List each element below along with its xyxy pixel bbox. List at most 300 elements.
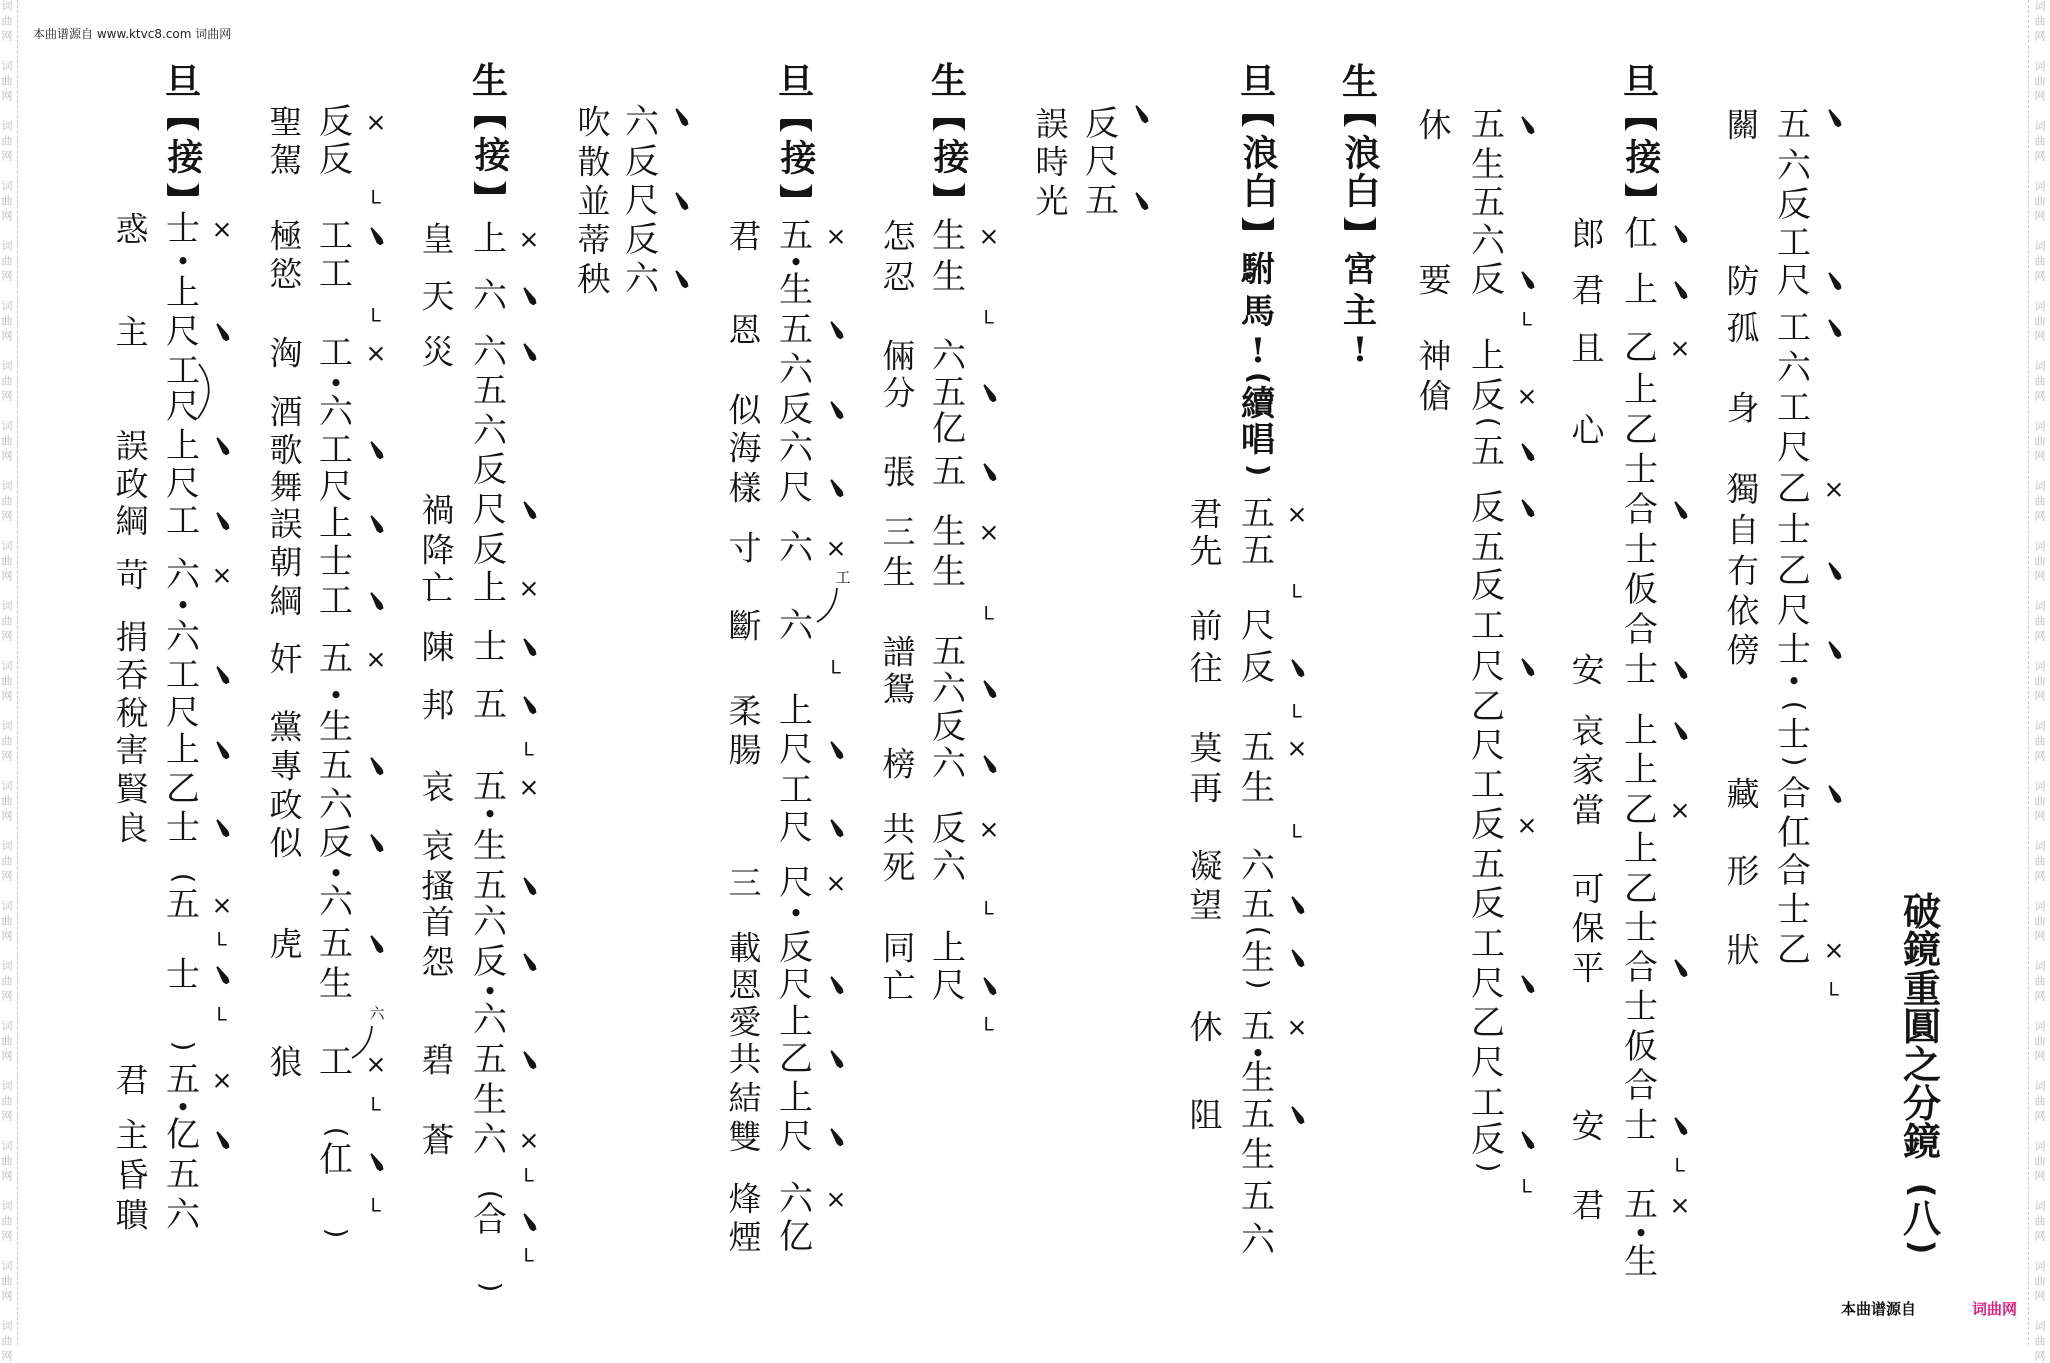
note-glyph: 六: [1241, 1220, 1275, 1260]
lyric-char: 昏: [115, 1155, 149, 1195]
note-glyph: 士: [319, 542, 353, 582]
note-glyph: 尺: [1471, 647, 1505, 687]
watermark-char: 词: [1, 119, 13, 133]
watermark-char: 曲: [1, 494, 13, 508]
note-glyph: 六: [473, 1000, 507, 1040]
watermark-char: 曲: [2034, 494, 2046, 508]
note-glyph: 五: [1624, 1185, 1658, 1225]
watermark-char: 词: [1, 1259, 13, 1273]
note-glyph: 六: [473, 902, 507, 942]
watermark-char: 网: [1, 1109, 13, 1123]
watermark-char: 网: [1, 29, 13, 43]
note-glyph: 尺: [625, 181, 659, 221]
lyric-char: 綱: [115, 501, 149, 541]
beat-mark-cross: ×: [365, 1049, 387, 1079]
spoken-text-char: 主: [1343, 291, 1377, 331]
lyric-char: 歌: [269, 430, 303, 470]
lyric-char: 當: [1571, 790, 1605, 830]
note-glyph: 尺: [779, 468, 813, 508]
watermark-char: 曲: [1, 374, 13, 388]
lyric-char: 安: [1571, 650, 1605, 690]
note-glyph: 上: [1624, 829, 1658, 869]
watermark-char: 词: [1, 1139, 13, 1153]
lyric-char: 誤: [269, 504, 303, 544]
watermark-char: 词: [1, 179, 13, 193]
beat-mark-cross: ×: [978, 517, 1000, 547]
lyric-char: 駕: [269, 140, 303, 180]
lyric-char: 鴛: [882, 669, 916, 709]
lyric-char: 洶: [269, 333, 303, 373]
note-glyph: 生: [932, 552, 966, 592]
note-glyph: 工: [166, 655, 200, 695]
watermark-char: 网: [1, 209, 13, 223]
note-glyph: 乙: [1624, 790, 1658, 830]
lyric-char: 往: [1189, 648, 1223, 688]
lyric-char: 恩: [728, 965, 762, 1005]
note-glyph: 上: [1624, 270, 1658, 310]
watermark-char: 词: [1, 239, 13, 253]
lyric-char: 陳: [421, 627, 455, 667]
beat-mark-cross: ×: [211, 890, 233, 920]
watermark-char: 曲: [1, 614, 13, 628]
watermark-char: 词: [1, 719, 13, 733]
watermark-char: 曲: [1, 914, 13, 928]
note-glyph: 工: [319, 216, 353, 256]
watermark-char: 网: [1, 389, 13, 403]
note-glyph: 上: [779, 1078, 813, 1118]
note-glyph: 六: [779, 528, 813, 568]
watermark-char: 曲: [1, 854, 13, 868]
watermark-char: 网: [2034, 929, 2046, 943]
title-char: 破: [1902, 889, 1942, 934]
watermark-char: 词: [1, 479, 13, 493]
note-glyph: 五: [1471, 183, 1505, 223]
note-glyph: 上: [319, 504, 353, 544]
beat-mark-cross: ×: [518, 573, 540, 603]
watermark-char: 网: [2034, 749, 2046, 763]
beat-mark-cross: ×: [825, 1184, 847, 1214]
watermark-char: 词: [1, 899, 13, 913]
beat-mark-cross: ×: [1516, 810, 1538, 840]
watermark-char: 词: [2034, 1259, 2046, 1273]
beat-mark-cross: ×: [1823, 474, 1845, 504]
spoken-text-char: !: [1250, 331, 1266, 371]
note-glyph: 尺: [779, 730, 813, 770]
beat-mark-l: L: [216, 1004, 228, 1026]
watermark-char: 曲: [1, 674, 13, 688]
watermark-char: 网: [2034, 1289, 2046, 1303]
lyric-char: 黨: [269, 707, 303, 747]
watermark-char: 网: [1, 329, 13, 343]
note-glyph: 工: [319, 430, 353, 470]
dot-mark: •: [789, 901, 803, 925]
lyric-char: 柔: [728, 691, 762, 731]
watermark-char: 曲: [2034, 1214, 2046, 1228]
watermark-char: 网: [2034, 1229, 2046, 1243]
lyric-char: 苛: [115, 555, 149, 595]
watermark-char: 曲: [1, 1274, 13, 1288]
note-glyph: 反: [473, 530, 507, 570]
note-glyph: 士: [166, 955, 200, 995]
watermark-char: 词: [2034, 179, 2046, 193]
watermark-char: 词: [2034, 959, 2046, 973]
beat-mark-cross: ×: [1669, 1190, 1691, 1220]
watermark-char: 词: [2034, 359, 2046, 373]
note-glyph: 尺: [1471, 964, 1505, 1004]
lyric-char: 張: [882, 452, 916, 492]
lyric-char: 且: [1571, 328, 1605, 368]
lyric-char: 碧: [421, 1040, 455, 1080]
spoken-paren: ): [1242, 463, 1274, 477]
lyric-char: 身: [1726, 388, 1760, 428]
note-glyph: 上: [779, 1002, 813, 1042]
note-glyph: 生: [319, 707, 353, 747]
note-glyph: 六: [1777, 146, 1811, 186]
lyric-char: 稅: [115, 693, 149, 733]
lyric-char: 政: [269, 785, 303, 825]
watermark-char: 词: [2034, 59, 2046, 73]
lyric-char: 綱: [269, 581, 303, 621]
note-glyph: 工: [319, 333, 353, 373]
lyric-char: 腸: [728, 730, 762, 770]
note-glyph: 尺: [1085, 142, 1119, 182]
note-glyph: 反: [319, 140, 353, 180]
note-glyph: 工: [779, 770, 813, 810]
watermark-char: 曲: [2034, 14, 2046, 28]
watermark-char: 词: [2034, 299, 2046, 313]
note-glyph: 合: [1624, 610, 1658, 650]
note-glyph: 反: [1471, 376, 1505, 416]
note-glyph: 六: [473, 332, 507, 372]
note-glyph: 六: [166, 555, 200, 595]
watermark-char: 曲: [2034, 434, 2046, 448]
watermark-char: 曲: [2034, 734, 2046, 748]
watermark-char: 词: [1, 959, 13, 973]
footer-source-label: 本曲谱源自: [1841, 1300, 1917, 1318]
lyric-char: 奸: [269, 639, 303, 679]
note-glyph: 工: [166, 351, 200, 391]
paren-open: (: [320, 1126, 352, 1138]
footer-site-link[interactable]: 词曲网: [1972, 1300, 2018, 1318]
note-glyph: 六: [932, 669, 966, 709]
lyric-char: 藏: [1726, 774, 1760, 814]
dot-mark: •: [483, 802, 497, 826]
note-glyph: 六: [932, 336, 966, 376]
note-glyph: 尺: [1777, 261, 1811, 301]
paren-close: ): [167, 1040, 199, 1052]
watermark-char: 曲: [1, 254, 13, 268]
note-glyph: 五: [1085, 181, 1119, 221]
watermark-char: 网: [1, 1229, 13, 1243]
lyric-char: 冇: [1726, 551, 1760, 591]
watermark-char: 网: [1, 1049, 13, 1063]
watermark-char: 曲: [1, 1214, 13, 1228]
note-glyph: 生: [473, 1080, 507, 1120]
beat-mark-cross: ×: [1823, 935, 1845, 965]
note-glyph: 上: [932, 928, 966, 968]
note-glyph: 亿: [166, 1115, 200, 1155]
spoken-text-char: 馬: [1241, 292, 1275, 332]
note-glyph: 尺: [473, 490, 507, 530]
note-glyph: 士: [166, 209, 200, 249]
note-glyph: 上: [779, 691, 813, 731]
note-glyph: 合: [1624, 490, 1658, 530]
lyric-char: 莫: [1189, 728, 1223, 768]
note-glyph: 乙: [1624, 410, 1658, 450]
watermark-char: 网: [2034, 809, 2046, 823]
watermark-char: 网: [2034, 869, 2046, 883]
watermark-char: 曲: [2034, 794, 2046, 808]
beat-mark-l: L: [1521, 309, 1533, 331]
lyric-char: 前: [1189, 606, 1223, 646]
title-char: 重: [1902, 966, 1942, 1011]
lyric-char: 郎: [1571, 214, 1605, 254]
lyric-char: 煙: [728, 1217, 762, 1257]
note-glyph: 五: [932, 632, 966, 672]
note-glyph: 合: [1777, 774, 1811, 814]
dot-mark: •: [176, 249, 190, 273]
note-glyph: 反: [473, 942, 507, 982]
beat-mark-cross: ×: [978, 814, 1000, 844]
note-glyph: 上: [166, 273, 200, 313]
watermark-char: 网: [1, 629, 13, 643]
note-glyph: 五: [473, 685, 507, 725]
lyric-char: 君: [1571, 1185, 1605, 1225]
note-glyph: 六: [473, 276, 507, 316]
lyric-char: 皇: [421, 219, 455, 259]
lyric-char: 安: [1571, 1106, 1605, 1146]
dot-mark: •: [1787, 669, 1801, 693]
lyric-char: 樣: [728, 468, 762, 508]
lyric-char: 怨: [421, 942, 455, 982]
note-glyph: 反: [1471, 884, 1505, 924]
title-char: 圓: [1902, 1004, 1942, 1049]
note-glyph: 仜: [319, 1140, 353, 1180]
note-glyph: 五: [473, 371, 507, 411]
lyric-char: 誤: [115, 426, 149, 466]
lyric-char: 吹: [577, 102, 611, 142]
lyric-char: 榜: [882, 744, 916, 784]
watermark-char: 网: [2034, 329, 2046, 343]
watermark-char: 网: [1, 809, 13, 823]
lyric-char: 天: [421, 276, 455, 316]
lyric-char: 哀: [421, 826, 455, 866]
note-glyph: 六: [473, 1120, 507, 1160]
note-glyph: 六: [166, 1195, 200, 1235]
lyric-char: 散: [577, 142, 611, 182]
watermark-char: 曲: [2034, 974, 2046, 988]
beat-mark-cross: ×: [211, 214, 233, 244]
watermark-char: 网: [2034, 509, 2046, 523]
watermark-char: 曲: [1, 974, 13, 988]
spoken-paren: (: [1242, 371, 1274, 385]
watermark-char: 词: [2034, 1139, 2046, 1153]
note-glyph: 上: [473, 219, 507, 259]
watermark-char: 词: [2034, 899, 2046, 913]
watermark-char: 曲: [2034, 374, 2046, 388]
lyric-char: 死: [882, 847, 916, 887]
slur-icon: [817, 588, 837, 622]
note-glyph: 五: [1471, 845, 1505, 885]
lyric-char: 可: [1571, 869, 1605, 909]
watermark-char: 词: [2034, 839, 2046, 853]
note-glyph: 五: [166, 885, 200, 925]
note-glyph: 六: [779, 606, 813, 646]
spoken-text-char: 宮: [1343, 250, 1377, 290]
watermark-char: 词: [2034, 479, 2046, 493]
note-glyph: 六: [473, 411, 507, 451]
note-glyph: 六: [932, 847, 966, 887]
role-label: 旦: [164, 61, 202, 103]
beat-mark-l: L: [830, 657, 842, 679]
beat-mark-cross: ×: [365, 107, 387, 137]
watermark-char: 词: [2034, 239, 2046, 253]
paren-open: (: [474, 1189, 506, 1201]
note-glyph: 生: [473, 826, 507, 866]
note-glyph: 六: [1777, 348, 1811, 388]
watermark-char: 网: [2034, 449, 2046, 463]
lyric-char: 專: [269, 746, 303, 786]
note-glyph: 亿: [932, 409, 966, 449]
note-glyph: 仜: [1624, 214, 1658, 254]
note-glyph: 乙: [1624, 328, 1658, 368]
watermark-char: 词: [1, 1079, 13, 1093]
note-glyph: 合: [1624, 948, 1658, 988]
watermark-char: 曲: [2034, 1034, 2046, 1048]
beat-mark-cross: ×: [1286, 1012, 1308, 1042]
lyric-char: 凝: [1189, 846, 1223, 886]
note-glyph: 五: [932, 452, 966, 492]
note-glyph: 士: [1624, 908, 1658, 948]
beat-mark-l: L: [1521, 1176, 1533, 1198]
beat-mark-cross: ×: [1669, 795, 1691, 825]
lyric-char: 家: [1571, 750, 1605, 790]
note-glyph: 乙: [1777, 930, 1811, 970]
note-glyph: 乙: [1624, 869, 1658, 909]
watermark-char: 曲: [2034, 614, 2046, 628]
note-glyph: 士: [1624, 1106, 1658, 1146]
watermark-char: 曲: [1, 194, 13, 208]
paren-close: ): [320, 1227, 352, 1239]
note-glyph: 工: [1471, 606, 1505, 646]
note-glyph: 五: [1241, 1007, 1275, 1047]
beat-mark-l: L: [523, 1165, 535, 1187]
note-glyph: 五: [1241, 531, 1275, 571]
note-glyph: 工: [319, 1042, 353, 1082]
watermark-char: 词: [2034, 119, 2046, 133]
watermark-char: 词: [1, 419, 13, 433]
beat-mark-cross: ×: [825, 221, 847, 251]
lyric-char: 主: [115, 1115, 149, 1155]
lyric-char: 寸: [728, 528, 762, 568]
spoken-text-char: 駙: [1241, 250, 1275, 290]
beat-mark-l: L: [983, 307, 995, 329]
note-glyph: 尺: [779, 863, 813, 903]
slur-icon: [352, 1026, 372, 1058]
watermark-char: 词: [2034, 1019, 2046, 1033]
lyric-char: 良: [115, 808, 149, 848]
note-glyph: 六: [932, 744, 966, 784]
note-glyph: 反: [319, 102, 353, 142]
watermark-char: 曲: [1, 1034, 13, 1048]
watermark-char: 词: [2034, 539, 2046, 553]
watermark-char: 词: [2034, 1319, 2046, 1333]
lyric-char: 聖: [269, 102, 303, 142]
title-char: 鏡: [1902, 1119, 1942, 1164]
lyric-char: 亡: [882, 966, 916, 1006]
paren-open: (: [1472, 416, 1504, 428]
note-glyph: 五: [473, 866, 507, 906]
note-glyph: 六: [779, 350, 813, 390]
paren-close: ): [474, 1281, 506, 1293]
lyric-char: 依: [1726, 591, 1760, 631]
lyric-char: 雙: [728, 1117, 762, 1157]
section-tag-text: 接: [469, 136, 511, 174]
watermark-char: 词: [2034, 0, 2046, 13]
lyric-char: 邦: [421, 685, 455, 725]
watermark-char: 网: [1, 1289, 13, 1303]
watermark-char: 词: [1, 779, 13, 793]
lyric-char: 獨: [1726, 469, 1760, 509]
watermark-char: 网: [2034, 989, 2046, 1003]
note-glyph: 工: [166, 501, 200, 541]
beat-mark-cross: ×: [1286, 499, 1308, 529]
note-glyph: 乙: [1777, 469, 1811, 509]
note-glyph: 反: [473, 450, 507, 490]
lyric-char: 君: [1571, 270, 1605, 310]
note-glyph: 五: [1471, 432, 1505, 472]
beat-mark-l: L: [1828, 979, 1840, 1001]
note-glyph: 合: [1777, 851, 1811, 891]
note-glyph: 生: [1624, 1242, 1658, 1282]
watermark-char: 曲: [2034, 254, 2046, 268]
watermark-char: 网: [1, 1349, 13, 1363]
lyric-char: 吞: [115, 655, 149, 695]
beat-mark-l: L: [1291, 701, 1303, 723]
dot-mark: •: [483, 979, 497, 1003]
lyric-char: 狀: [1726, 930, 1760, 970]
watermark-char: 网: [2034, 89, 2046, 103]
note-glyph: 五: [319, 746, 353, 786]
note-glyph: 六: [319, 882, 353, 922]
note-glyph: 生: [319, 964, 353, 1004]
lyric-char: 舞: [269, 467, 303, 507]
dot-mark: •: [329, 861, 343, 885]
title-char: 鏡: [1902, 927, 1942, 972]
source-credit-header: 本曲谱源自 www.ktvc8.com 词曲网: [33, 27, 232, 41]
watermark-char: 网: [1, 509, 13, 523]
watermark-char: 词: [2034, 599, 2046, 613]
note-glyph: 六: [1471, 221, 1505, 261]
note-glyph: 五: [1471, 528, 1505, 568]
lyric-char: 君: [115, 1060, 149, 1100]
note-glyph: 五: [1241, 1177, 1275, 1217]
lyric-char: 防: [1726, 261, 1760, 301]
note-glyph: 尺: [319, 467, 353, 507]
beat-mark-l: L: [523, 739, 535, 761]
note-glyph: 亿: [779, 1217, 813, 1257]
note-glyph: 反: [1471, 260, 1505, 300]
lyric-char: 秧: [577, 259, 611, 299]
lyric-char: 朝: [269, 542, 303, 582]
note-glyph: 乙: [779, 1039, 813, 1079]
role-label: 生: [930, 60, 968, 102]
beat-mark-l: L: [983, 603, 995, 625]
note-glyph: 五: [932, 373, 966, 413]
note-glyph: 上: [166, 730, 200, 770]
dot-mark: •: [176, 1095, 190, 1119]
watermark-char: 网: [1, 749, 13, 763]
